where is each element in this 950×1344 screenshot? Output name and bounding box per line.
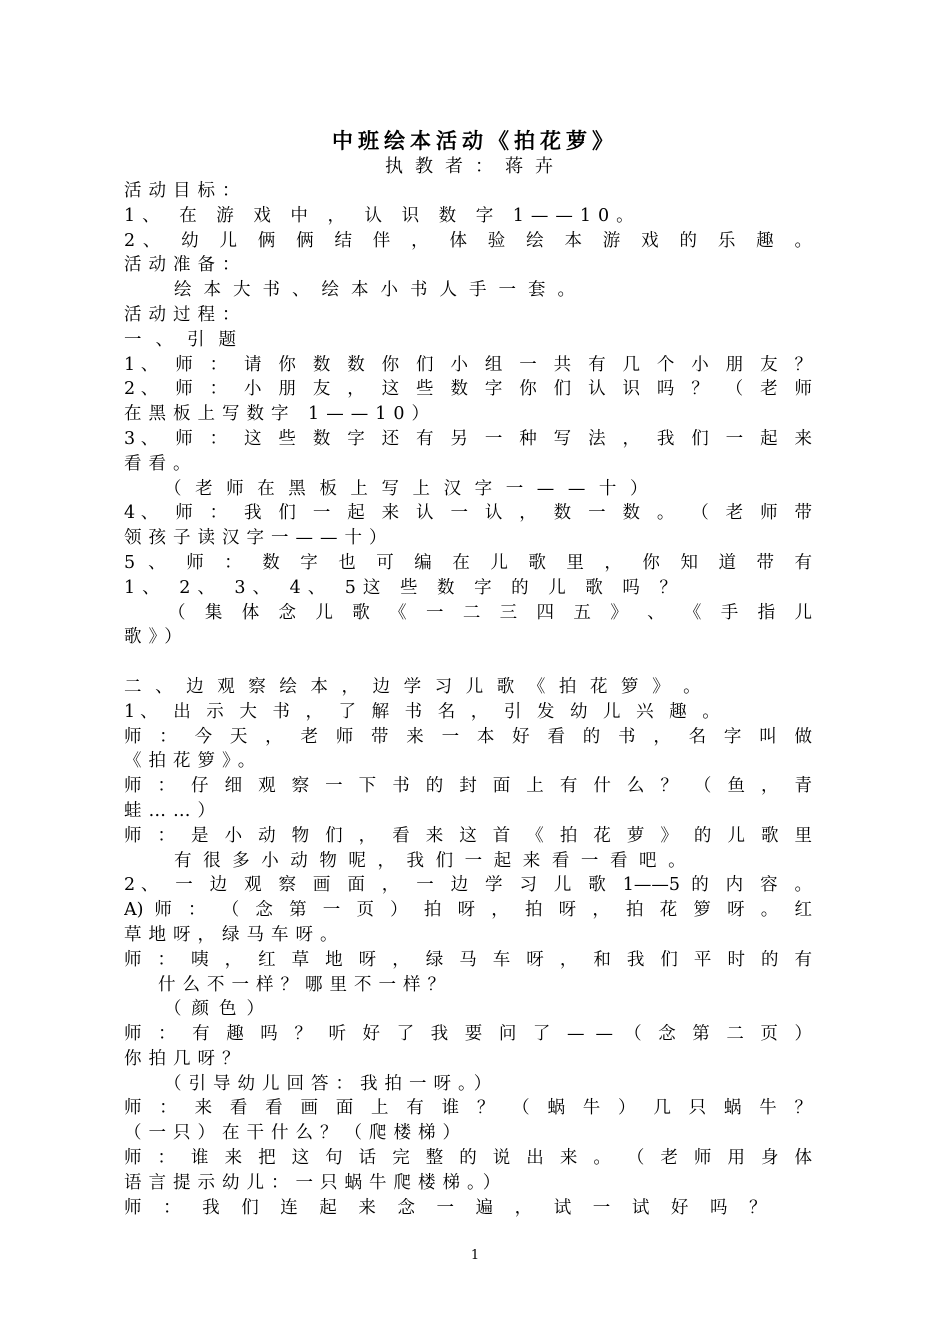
heading-preparation: 活动准备：	[124, 255, 247, 276]
text-line: 4、 师 ： 我 们 一 起 来 认 一 认 ， 数 一 数 。 （ 老 师 带	[124, 503, 812, 524]
text-line: 师 ： 咦 ， 红 草 地 呀 ， 绿 马 车 呀 ， 和 我 们 平 时 的 有	[124, 949, 812, 970]
text-line: 师 ： 来 看 看 画 面 上 有 谁 ？ （ 蜗 牛 ） 几 只 蜗 牛 ？	[124, 1098, 812, 1119]
text-line: （ 老 师 在 黑 板 上 写 上 汉 字 一 — — 十 ）	[164, 478, 652, 499]
section-heading: 二 、 边 观 察 绘 本 ， 边 学 习 儿 歌 《 拍 花 箩 》 。	[124, 676, 705, 697]
text-line: 有 很 多 小 动 物 呢 ， 我 们 一 起 来 看 一 看 吧 。	[174, 850, 689, 871]
text-line: 绘本大书、绘本小书人手一套。	[174, 280, 587, 301]
text-line: 师 ： 是 小 动 物 们 ， 看 来 这 首 《 拍 花 萝 》 的 儿 歌 里	[124, 825, 812, 846]
text-line: A) 师 ： （ 念 第 一 页 ） 拍 呀 ， 拍 呀 ， 拍 花 箩 呀 。 红	[124, 900, 812, 921]
text-line: 5 、 师 ： 数 字 也 可 编 在 儿 歌 里 ， 你 知 道 带 有	[124, 552, 812, 573]
text-line: （颜色）	[164, 999, 274, 1020]
text-line: 师 ： 有 趣 吗 ？ 听 好 了 我 要 问 了 — — （ 念 第 二 页 ）	[124, 1024, 812, 1045]
text-line: 草地呀，绿马车呀。	[124, 924, 345, 945]
text-line: 3、 师 ： 这 些 数 字 还 有 另 一 种 写 法 ， 我 们 一 起 来	[124, 428, 812, 449]
blank-line	[124, 650, 812, 675]
text-line: 1、 师 ： 请 你 数 数 你 们 小 组 一 共 有 几 个 小 朋 友 ？	[124, 354, 812, 375]
text-line: 师 ： 今 天 ， 老 师 带 来 一 本 好 看 的 书 ， 名 字 叫 做	[124, 726, 812, 747]
text-line: 看看。	[124, 453, 198, 474]
text-line: 2、 幼 儿 俩 俩 结 伴 ， 体 验 绘 本 游 戏 的 乐 趣 。	[124, 230, 812, 251]
text-line: 歌》）	[124, 627, 189, 648]
text-line: 在黑板上写数字 1——10）	[124, 404, 436, 425]
text-line: 2、 一 边 观 察 画 面 ， 一 边 学 习 儿 歌 1——5 的 内 容 。	[124, 875, 812, 896]
document-body	[124, 179, 812, 1220]
document-author: 执教者：蒋卉	[385, 156, 565, 177]
text-line: 蛙……）	[124, 800, 222, 821]
text-line: 师 ： 仔 细 观 察 一 下 书 的 封 面 上 有 什 么 ？ （ 鱼 ， 青	[124, 776, 812, 797]
text-line: 1、 在 游 戏 中 ， 认 识 数 字 1——10。	[124, 205, 641, 226]
text-line: 语言提示幼儿：一只蜗牛爬楼梯。）	[124, 1172, 508, 1193]
heading-process: 活动过程：	[124, 304, 247, 325]
page-number: 1	[470, 1248, 480, 1263]
text-line: 什么不一样？哪里不一样？	[158, 974, 452, 995]
text-line: 1、 2、 3、 4、 5这 些 数 字 的 儿 歌 吗 ？	[124, 577, 684, 598]
text-line: （引导幼儿回答：我拍一呀。）	[164, 1073, 499, 1094]
text-line: 2、 师 ： 小 朋 友 ， 这 些 数 字 你 们 认 识 吗 ？ （ 老 师	[124, 379, 812, 400]
section-heading: 一、引题	[124, 329, 250, 350]
heading-goals: 活动目标：	[124, 181, 247, 201]
text-line: 师 ： 谁 来 把 这 句 话 完 整 的 说 出 来 。 （ 老 师 用 身 体	[124, 1148, 812, 1169]
text-line: （一只）在干什么？（爬楼梯）	[124, 1123, 467, 1144]
text-line: 师 ： 我 们 连 起 来 念 一 遍 ， 试 一 试 好 吗 ？	[124, 1197, 775, 1218]
document-title: 中班绘本活动《拍花萝》	[332, 128, 618, 153]
text-line: 你拍几呀？	[124, 1048, 247, 1069]
text-line: 《拍花箩》。	[124, 751, 263, 772]
text-line: （ 集 体 念 儿 歌 《 一 二 三 四 五 》 、 《 手 指 儿	[168, 602, 812, 623]
text-line: 1、 出 示 大 书 ， 了 解 书 名 ， 引 发 幼 儿 兴 趣 。	[124, 701, 725, 722]
text-line: 领孩子读汉字一——十）	[124, 528, 394, 549]
